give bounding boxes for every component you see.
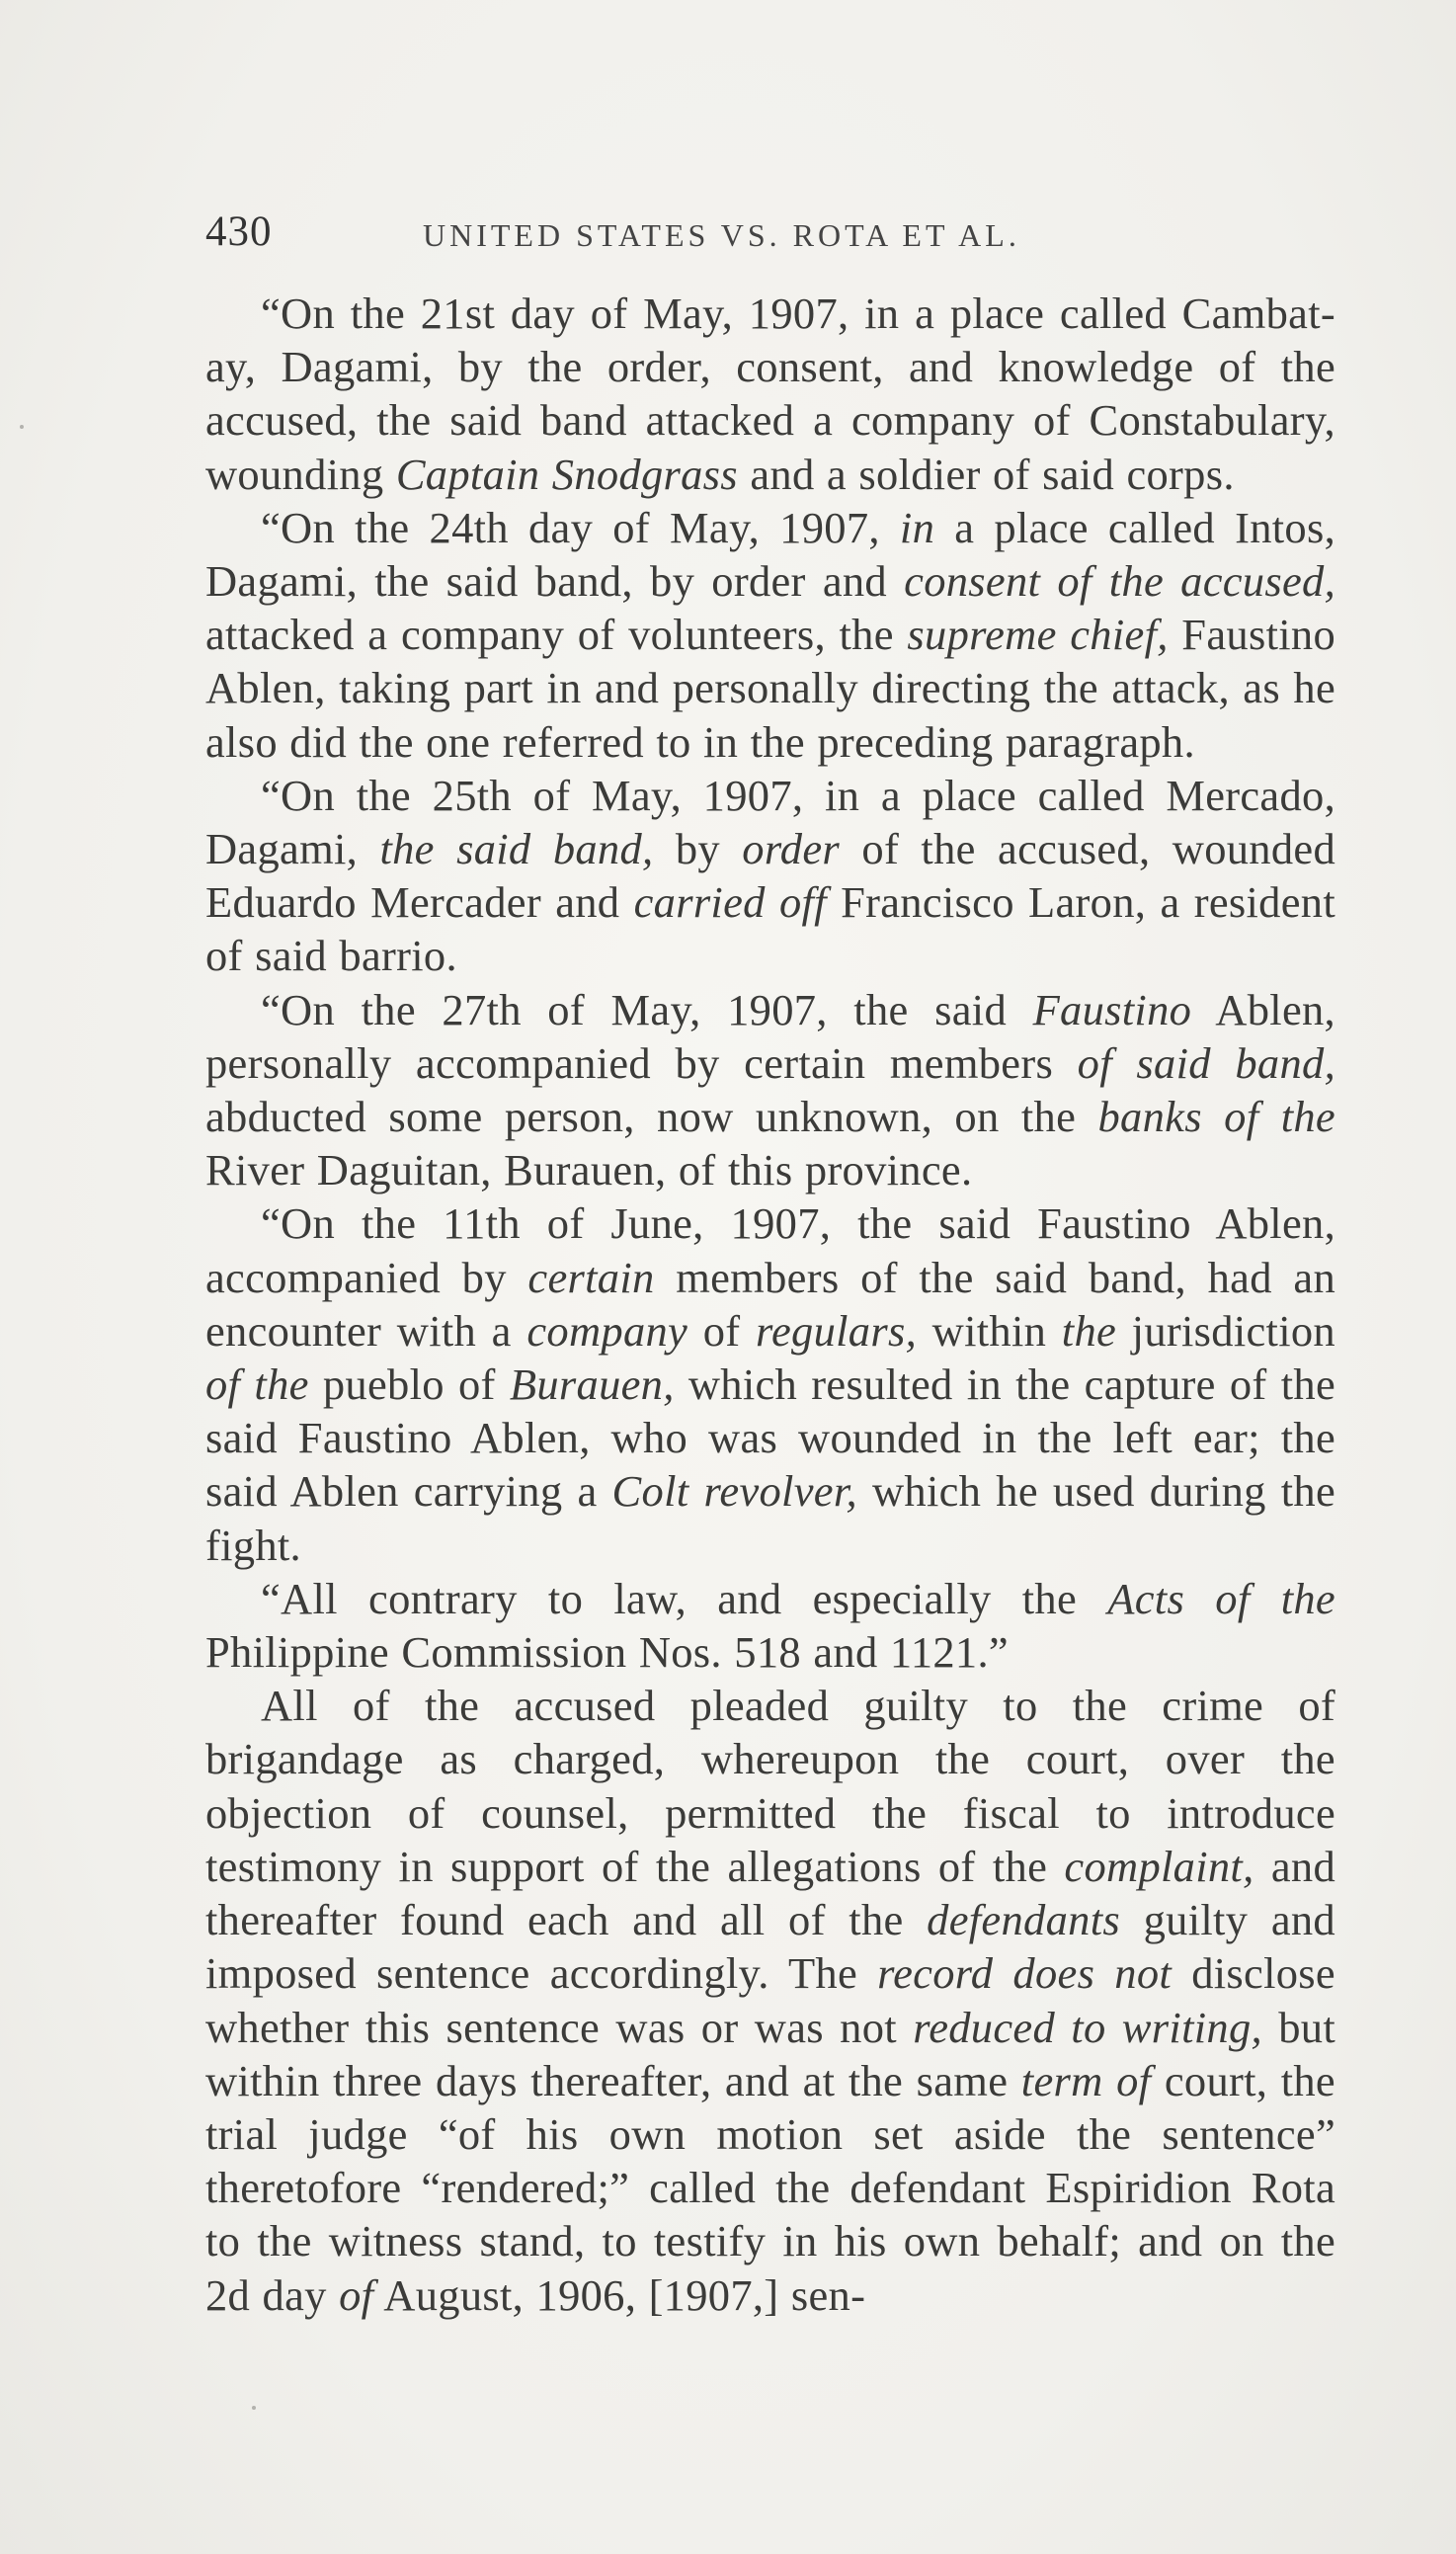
italic-text: of [339, 2269, 374, 2320]
text-run: River Daguitan, Burauen, of this province. [205, 1145, 973, 1195]
text-run: August, 1906, [1907,] sen- [373, 2269, 866, 2320]
paragraph-may-21 [205, 287, 1335, 501]
paragraph-may-24 [205, 501, 1335, 769]
italic-text: the said band, [379, 824, 654, 874]
text-run: of [688, 1305, 757, 1356]
text-run: abducted some person, now unknown, on the [205, 1092, 1098, 1142]
italic-text: certain [527, 1252, 655, 1302]
text-run: within [917, 1305, 1062, 1356]
italic-text: supreme chief, [907, 610, 1169, 660]
italic-text: of the [205, 1359, 309, 1410]
italic-text: Captain Snodgrass [395, 449, 738, 499]
text-run: “On the 27th of May, 1907, the said [261, 984, 1033, 1034]
italic-text: regulars, [756, 1305, 918, 1356]
italic-text: the [1061, 1305, 1117, 1356]
text-run: Faustino Ablen, taking part in and personally directing the attack, as he also did the one referred to in the preceding paragraph. [205, 610, 1335, 767]
text-run: pueblo of [308, 1359, 510, 1410]
italic-text: reduced to writing, [913, 2002, 1262, 2052]
text-run: court, the trial judge “of his own motion set aside the sentence” theretofore “rendered;” called the defendant Espiridion Rota to the witness stand, to testify in his own behalf; and on the 2d day [205, 2055, 1335, 2320]
italic-text: term of [1020, 2055, 1152, 2105]
italic-text: Colt revolver, [611, 1466, 857, 1517]
text-run: “On the 11th of June, 1907, the said Faustino Ablen, accompanied by [205, 1198, 1335, 1302]
text-run: members of the said band, had an encounter with a [205, 1252, 1335, 1356]
body-text [205, 287, 1335, 2322]
text-run: and a soldier of said corps. [737, 449, 1235, 499]
page-speck [252, 2406, 256, 2410]
italic-text: Faustino [1032, 984, 1192, 1034]
text-run: but within three days thereafter, and at the same [205, 2002, 1335, 2105]
page-number: 430 [205, 208, 273, 255]
italic-text: Burauen, [509, 1359, 675, 1410]
running-head: UNITED STATES VS. ROTA ET AL. [423, 217, 1020, 253]
text-run: which he used during the fight. [205, 1466, 1335, 1570]
text-run: Ablen, personally accompanied by certain members [205, 984, 1335, 1088]
text-run: guilty and imposed sentence accordingly. The [205, 1895, 1335, 1999]
italic-text: company [526, 1305, 688, 1356]
paragraph-pleaded-guilty [205, 1679, 1335, 2321]
text-run: of the accused, wounded Eduardo Mercader and [205, 824, 1335, 928]
italic-text: in [899, 502, 935, 552]
text-run: attacked a company of volunteers, the [205, 610, 908, 660]
italic-text: order [742, 824, 841, 874]
text-run: a place called Intos, Dagami, the said band, by order and [205, 502, 1335, 607]
text-run: and thereafter found each and all of the [205, 1841, 1335, 1945]
text-run: disclose whether this sentence was or was not [205, 1948, 1335, 2052]
text-run: “On the 21st day of May, 1907, in a place called Cambat-ay, Dagami, by the order, consent, and knowledge of the accused, the said band attacked a company of Constabulary, wounding [205, 288, 1335, 499]
italic-text: banks of the [1097, 1092, 1335, 1142]
italic-text: of said band, [1077, 1037, 1335, 1088]
paragraph-may-25 [205, 769, 1335, 983]
italic-text: record does not [877, 1948, 1173, 1999]
page-speck [20, 425, 24, 429]
italic-text: complaint, [1064, 1841, 1254, 1891]
italic-text: consent of the accused, [904, 556, 1336, 607]
paragraph-contrary-to-law [205, 1572, 1335, 1679]
text-run: “All contrary to law, and especially the [261, 1573, 1108, 1623]
text-run: Philippine Commission Nos. 518 and 1121.” [205, 1627, 1009, 1678]
text-run: “On the 25th of May, 1907, in a place called Mercado, Dagami, [205, 770, 1335, 874]
text-run: which resulted in the capture of the said Faustino Ablen, who was wounded in the left ear; the said Ablen carrying a [205, 1359, 1336, 1517]
italic-text: carried off [633, 877, 827, 928]
text-run: “On the 24th day of May, 1907, [261, 502, 900, 552]
text-run: by [653, 824, 743, 874]
page-header [205, 207, 1312, 267]
text-run: Francisco Laron, a resident of said barrio. [205, 877, 1335, 981]
italic-text: defendants [927, 1895, 1120, 1945]
text-run: jurisdiction [1116, 1305, 1335, 1356]
paragraph-may-27 [205, 983, 1335, 1197]
paragraph-june-11 [205, 1196, 1335, 1571]
italic-text: Acts of the [1107, 1573, 1335, 1623]
text-run: All of the accused pleaded guilty to the crime of brigandage as charged, whereupon the court, over the objection of counsel, permitted the fiscal to introduce testimony in support of the allegations of the [205, 1681, 1335, 1891]
